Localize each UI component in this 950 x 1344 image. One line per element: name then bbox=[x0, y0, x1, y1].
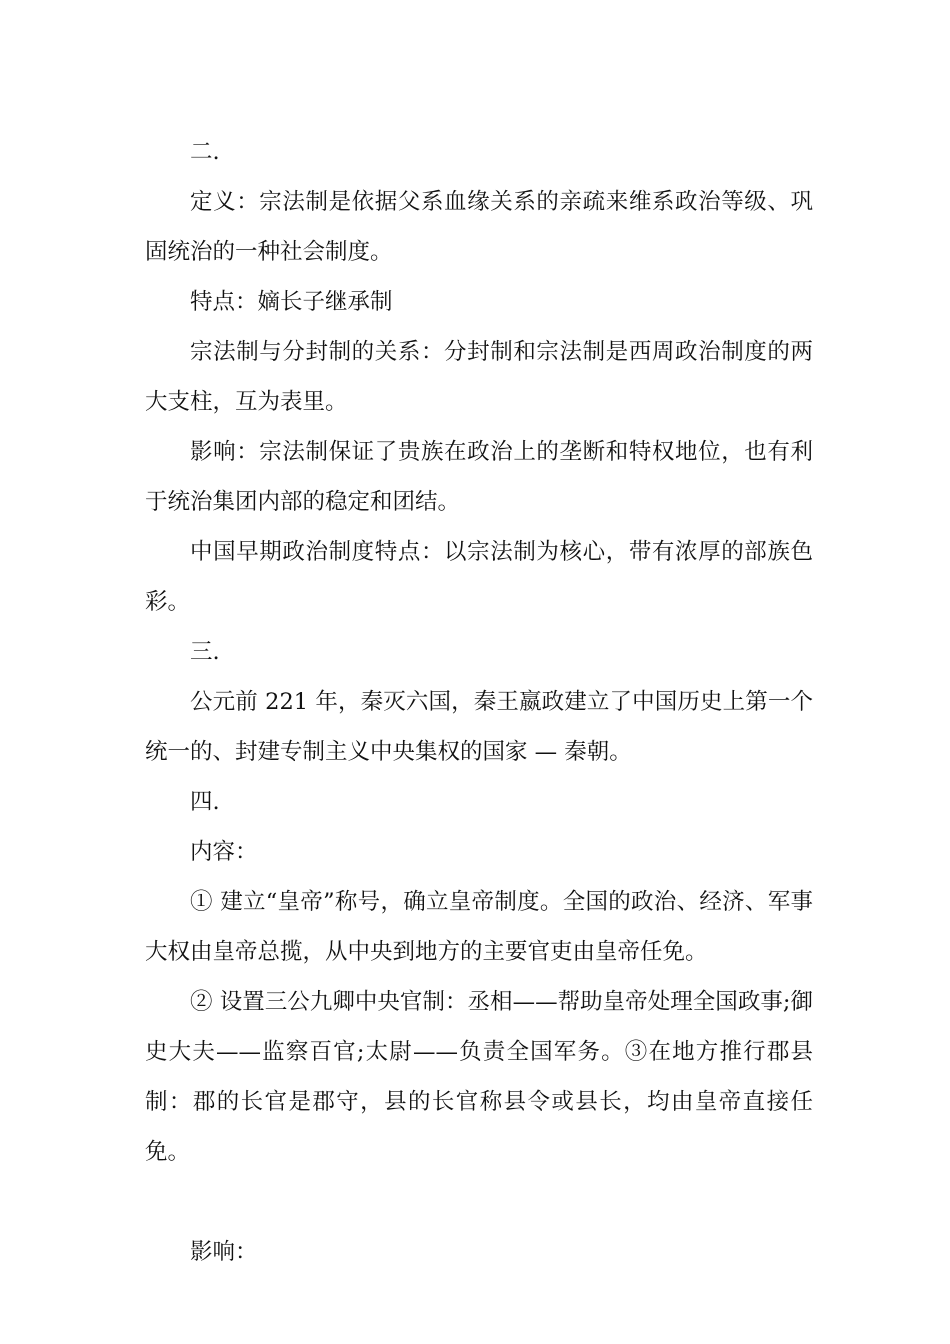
section-four-heading: 四. bbox=[190, 789, 220, 815]
document-body bbox=[145, 127, 813, 1277]
early-system-paragraph: 中国早期政治制度特点：以宗法制为核心，带有浓厚的部族色彩。 bbox=[145, 539, 813, 615]
definition-paragraph: 定义：宗法制是依据父系血缘关系的亲疏来维系政治等级、巩固统治的一种社会制度。 bbox=[145, 189, 813, 265]
section-two-heading: 二. bbox=[190, 139, 220, 165]
blank-line bbox=[145, 1177, 813, 1227]
section-three-heading: 三. bbox=[190, 639, 220, 665]
influence-paragraph: 影响：宗法制保证了贵族在政治上的垄断和特权地位，也有利于统治集团内部的稳定和团结。 bbox=[145, 439, 813, 515]
central-officials-paragraph: ② 设置三公九卿中央官制：丞相——帮助皇帝处理全国政事;御史大夫——监察百官;太尉——负责全国军务。③在地方推行郡县制：郡的长官是郡守，县的长官称县令或县长，均由皇帝直接任免。 bbox=[145, 989, 813, 1165]
qin-unification-paragraph: 公元前 221 年，秦灭六国，秦王嬴政建立了中国历史上第一个统一的、封建专制主义中央集权的国家 — 秦朝。 bbox=[145, 689, 813, 765]
influence-label: 影响： bbox=[190, 1239, 258, 1265]
feature-paragraph: 特点：嫡长子继承制 bbox=[190, 289, 393, 315]
emperor-system-paragraph: ① 建立“皇帝”称号，确立皇帝制度。全国的政治、经济、军事大权由皇帝总揽，从中央到地方的主要官吏由皇帝任免。 bbox=[145, 889, 813, 965]
content-label: 内容： bbox=[190, 839, 258, 865]
relationship-paragraph: 宗法制与分封制的关系：分封制和宗法制是西周政治制度的两大支柱，互为表里。 bbox=[145, 339, 813, 415]
